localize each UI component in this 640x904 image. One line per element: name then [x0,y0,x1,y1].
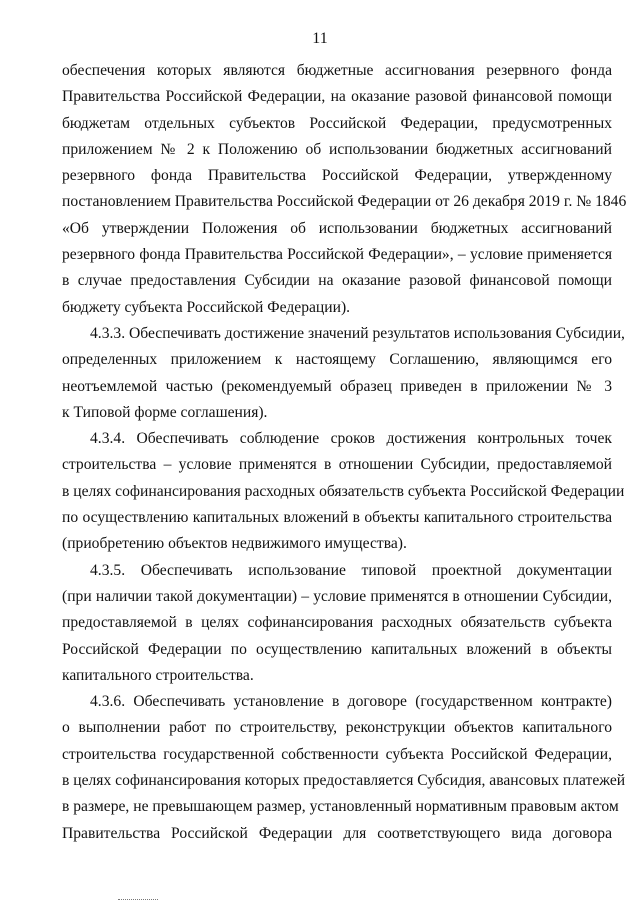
text-line: капитального строительства. [62,666,254,684]
text-line: о выполнении работ по строительству, реконструкции объектов капитального [62,719,612,737]
text-line: в целях софинансирования расходных обязательств субъекта Российской Федерации [62,482,625,500]
text-line: бюджету субъекта Российской Федерации). [62,298,351,316]
paragraph-4-3-3 [62,321,625,426]
text-line: Российской Федерации по осуществлению капитальных вложений в объекты [62,640,612,658]
paragraph-continuation [62,58,627,321]
text-line: постановлением Правительства Российской Федерации от 26 декабря 2019 г. № 1846 [62,193,627,211]
text-line: 4.3.4. Обеспечивать соблюдение сроков достижения контрольных точек [90,430,612,448]
text-line: к Типовой форме соглашения). [62,403,268,421]
text-line: (приобретению объектов недвижимого имущества). [62,535,407,553]
text-line: Правительства Российской Федерации, на оказание разовой финансовой помощи [62,88,612,106]
text-line: резервного фонда Правительства Российской Федерации», – условие применяется [62,246,612,264]
text-line: неотъемлемой частью (рекомендуемый образец приведен в приложении № 3 [62,377,612,395]
text-line: 4.3.6. Обеспечивать установление в договоре (государственном контракте) [90,693,612,711]
text-line: в целях софинансирования которых предоставляется Субсидия, авансовых платежей [62,772,626,790]
scan-artifact [118,899,158,901]
text-line: определенных приложением к настоящему Соглашению, являющимся его [62,351,612,369]
text-line: 4.3.3. Обеспечивать достижение значений результатов использования Субсидии, [90,324,625,342]
text-line: (при наличии такой документации) – условие применятся в отношении Субсидии, [62,587,612,605]
text-line: резервного фонда Правительства Российской Федерации, утвержденному [62,167,612,185]
text-line: 4.3.5. Обеспечивать использование типовой проектной документации [90,561,612,579]
paragraph-4-3-5 [62,558,612,689]
text-line: обеспечения которых являются бюджетные ассигнования резервного фонда [62,62,612,79]
paragraph-4-3-4 [62,426,625,557]
document-body [62,58,627,847]
text-line: по осуществлению капитальных вложений в объекты капитального строительства [62,509,612,527]
text-line: в размере, не превышающем размер, установленный нормативным правовым актом [62,798,619,816]
paragraph-4-3-6 [62,689,626,847]
text-line: бюджетам отдельных субъектов Российской Федерации, предусмотренных [62,114,612,132]
text-line: Правительства Российской Федерации для соответствующего вида договора [62,824,612,842]
text-line: в случае предоставления Субсидии на оказание разовой финансовой помощи [62,272,612,290]
page-number: 11 [312,30,328,47]
text-line: приложением № 2 к Положению об использовании бюджетных ассигнований [62,140,612,158]
text-line: строительства государственной собственности субъекта Российской Федерации, [62,745,612,763]
text-line: «Об утверждении Положения об использовании бюджетных ассигнований [62,219,612,237]
text-line: предоставляемой в целях софинансирования расходных обязательств субъекта [62,614,612,632]
text-line: строительства – условие применятся в отношении Субсидии, предоставляемой [62,456,612,474]
